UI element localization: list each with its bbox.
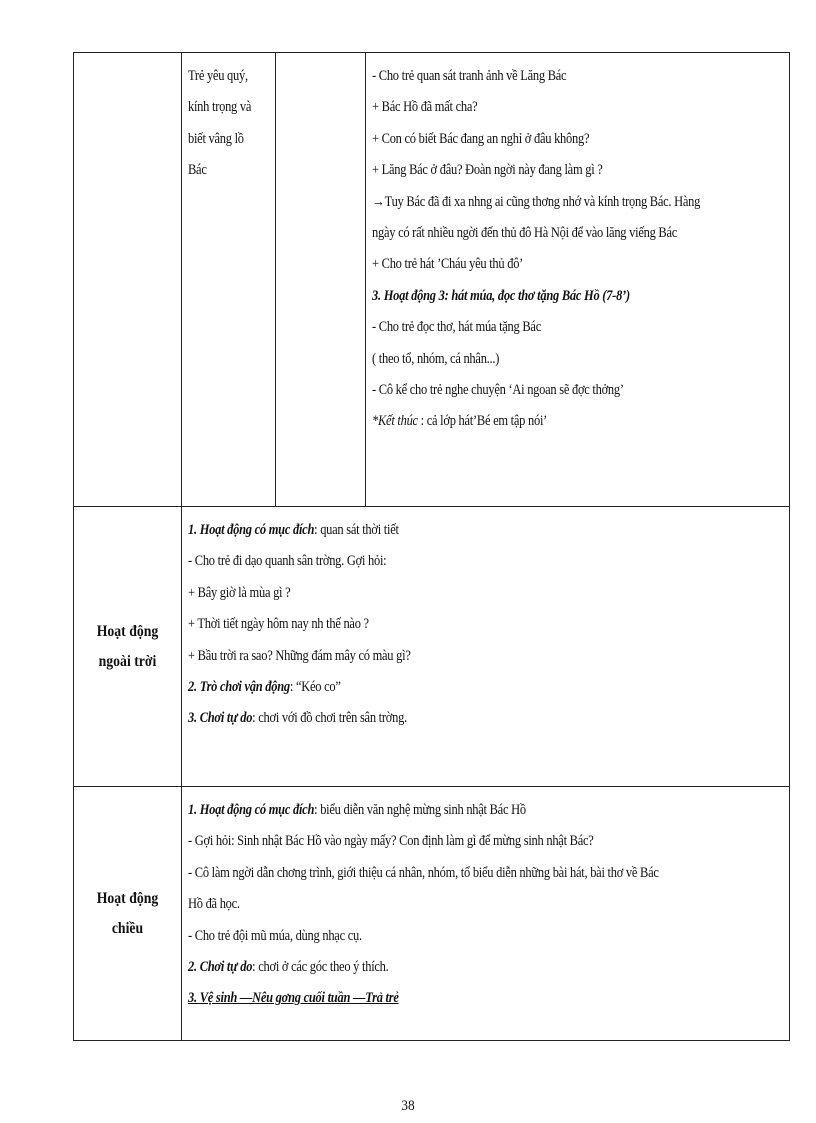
text-line [372,375,725,406]
line-text: + Bây giờ là mùa gì ? [188,584,291,601]
italic-label: *Kết thúc [372,413,418,430]
line-text: + Thời tiết ngày hôm nay nh thế nào ? [188,616,369,633]
content-cell [182,787,790,1041]
arrow-right-icon: → [372,193,385,210]
content-cell [182,507,790,787]
text-line [372,249,725,280]
page-number: 38 [401,1098,415,1114]
line-text: : “Kéo co” [289,679,341,696]
text-line: Hoạt động [96,889,159,907]
bold-heading: 2. Trò chơi vận động [188,679,290,696]
line-text: ( theo tổ, nhóm, cá nhân...) [372,350,500,367]
line-text: - Cô kể cho trẻ nghe chuyện ‘Ai ngoan sẽ đợc thởng’ [372,382,624,399]
section-heading: 3. Vệ sinh —Nêu gơng cuối tuần —Trả trẻ [188,990,399,1007]
text-line [372,281,725,312]
text-line [188,952,700,983]
text-line [372,92,725,123]
text-line: ngoài trời [98,652,157,670]
text-line [372,406,725,437]
line-text: + Lăng Bác ở đâu? Đoàn ngời này đang làm gì ? [372,162,603,179]
line-text: - Cho trẻ quan sát tranh ảnh về Lăng Bác [372,68,567,84]
text-line [188,578,700,609]
line-text: - Gợi hỏi: Sinh nhật Bác Hồ vào ngày mấy? Con định làm gì để mừng sinh nhật Bác? [188,833,594,850]
text-line: Hoạt động [96,622,159,640]
text-line [372,218,725,249]
text-line [188,826,700,857]
line-text: + Con có biết Bác đang an nghỉ ở đâu không? [372,130,590,147]
row-label-outdoor [74,507,182,787]
text-line [372,344,725,375]
text-line: kính trọng và [188,99,252,116]
bold-heading: 2. Chơi tự do [188,959,253,976]
line-text: : chơi ở các góc theo ý thích. [252,959,389,976]
empty-cell [276,53,366,507]
lesson-plan-table [73,52,790,1041]
empty-label-cell [74,53,182,507]
text-line [188,983,700,1014]
text-line [188,515,700,546]
bold-heading: 3. Chơi tự do [188,710,253,727]
row-label-afternoon [74,787,182,1041]
text-line: Bác [188,162,207,179]
section-heading: 3. Hoạt động 3: hát múa, đọc thơ tặng Bác Hồ (7-8’) [372,287,630,304]
table-row [74,53,790,507]
line-text: Hồ đã học. [188,896,240,913]
text-line [372,155,725,186]
bold-heading: 1. Hoạt động có mục đích [188,802,315,818]
text-line [188,889,700,920]
line-text: : quan sát thời tiết [314,522,399,538]
text-line [188,609,700,640]
table-row [74,507,790,787]
line-text: - Cho trẻ đi dạo quanh sân trờng. Gợi hỏi: [188,553,387,570]
text-line [188,703,700,734]
text-line [372,312,725,343]
line-text: - Cho trẻ đội mũ múa, dùng nhạc cụ. [188,927,362,944]
line-text: + Bầu trời ra sao? Những đám mây có màu gì? [188,647,411,664]
text-line [188,546,700,577]
text-line: Trẻ yêu quý, [188,68,248,84]
line-text: - Cho trẻ đọc thơ, hát múa tặng Bác [372,319,541,336]
text-line [188,795,700,826]
line-text: ngày có rất nhiều ngời đến thủ đô Hà Nội để vào lăng viếng Bác [372,225,678,242]
line-text: + Bác Hồ đã mất cha? [372,99,478,116]
line-text: : biểu diễn văn nghệ mừng sinh nhật Bác Hồ [314,802,526,818]
table-row [74,787,790,1041]
text-line [188,641,700,672]
text-line [372,61,725,92]
text-line: biết vâng lồ [188,130,244,147]
text-line: chiều [111,919,144,937]
line-text: + Cho trẻ hát ’Cháu yêu thủ đô’ [372,256,524,273]
line-text: Tuy Bác đã đi xa nhng ai cũng thơng nhớ và kính trọng Bác. Hàng [384,193,701,210]
text-line [372,124,725,155]
line-text: : cả lớp hát’Bé em tập nói’ [417,413,548,430]
text-line [188,921,700,952]
content-cell [366,53,790,507]
line-text: : chơi với đồ chơi trên sân trờng. [252,710,407,727]
bold-heading: 1. Hoạt động có mục đích [188,522,315,538]
text-line [188,858,700,889]
text-line [188,672,700,703]
goal-cell [182,53,276,507]
line-text: - Cô làm ngời dẫn chơng trình, giới thiệu cá nhân, nhóm, tổ biểu diễn những bài hát, bài thơ về Bác [188,864,659,881]
text-line [372,187,725,218]
